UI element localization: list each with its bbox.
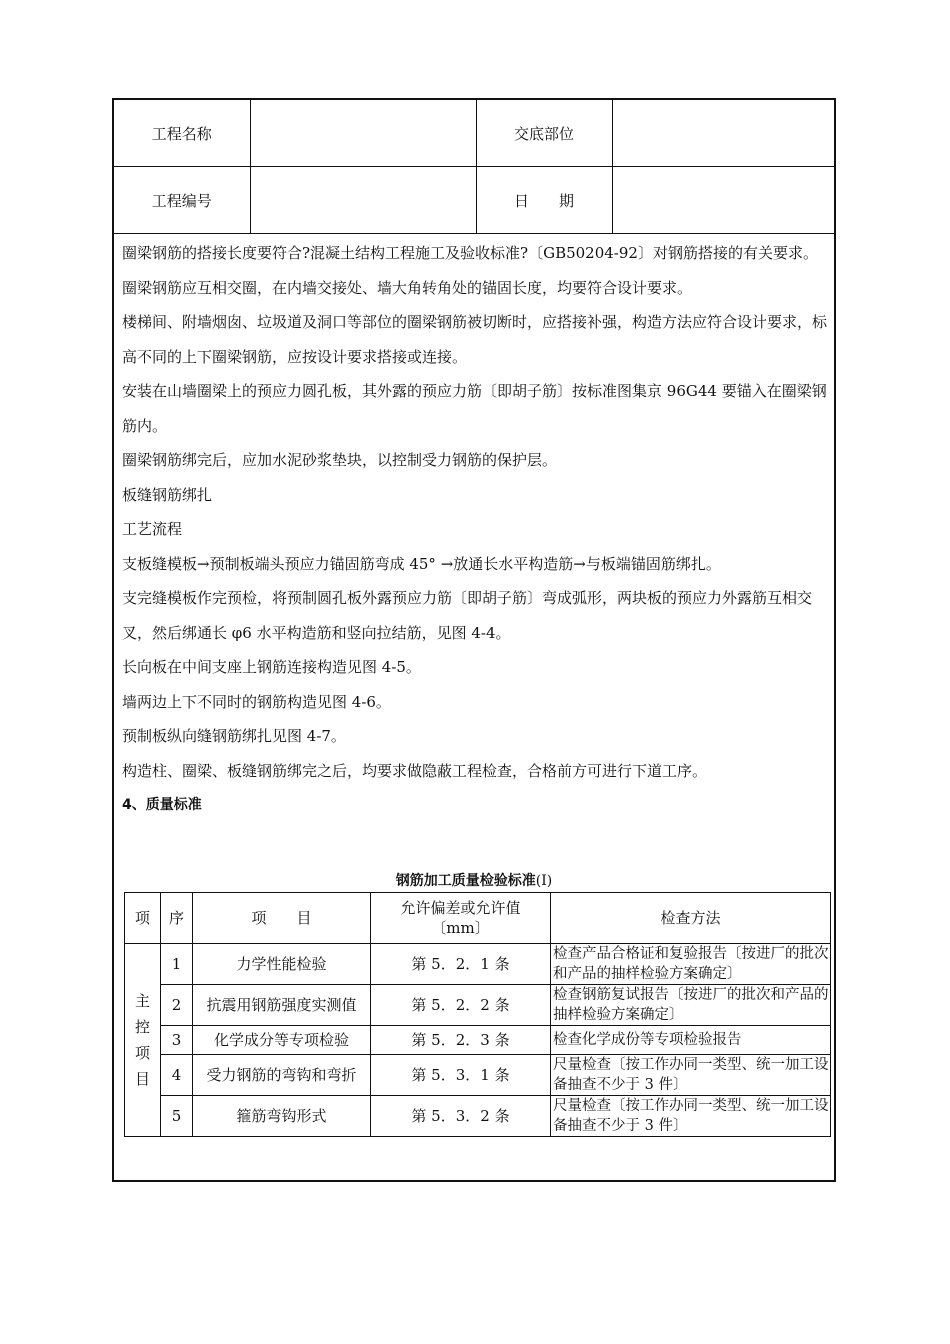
paragraph: 支板缝模板→预制板端头预应力锚固筋弯成 45° →放通长水平构造筋→与板端锚固筋绑扎。 <box>122 554 721 573</box>
date-value <box>612 167 834 234</box>
row-item: 力学性能检验 <box>193 944 371 985</box>
header-item: 项 目 <box>193 893 371 944</box>
paragraph: 板缝钢筋绑扎 <box>122 485 213 504</box>
row-method: 检查钢筋复试报告〔按进厂的批次和产品的抽样检验方案确定〕 <box>551 985 831 1026</box>
header-tolerance: 允许偏差或允许值〔mm〕 <box>371 893 551 944</box>
row-item: 受力钢筋的弯钩和弯折 <box>193 1055 371 1096</box>
table-header-row <box>125 893 831 944</box>
category-cell: 主控项目 <box>125 944 161 1137</box>
document-frame <box>112 98 836 1182</box>
project-info-table <box>114 100 834 234</box>
paragraph: 工艺流程 <box>122 520 183 538</box>
row-method: 尺量检查〔按工作办同一类型、统一加工设备抽查不少于 3 件〕 <box>551 1055 831 1096</box>
table-row <box>125 1055 831 1096</box>
table-row <box>125 1096 831 1137</box>
paragraph: 构造柱、圈梁、板缝钢筋绑完之后，均要求做隐蔽工程检查，合格前方可进行下道工序。 <box>122 761 708 780</box>
project-name-value <box>250 100 476 167</box>
paragraph: 长向板在中间支座上钢筋连接构造见图 4-5。 <box>122 658 421 676</box>
location-label: 交底部位 <box>476 100 612 167</box>
row-value: 第 5．3．2 条 <box>371 1096 551 1137</box>
row-no: 3 <box>161 1026 193 1055</box>
row-method: 尺量检查〔按工作办同一类型、统一加工设备抽查不少于 3 件〕 <box>551 1096 831 1137</box>
location-value <box>612 100 834 167</box>
project-no-value <box>250 167 476 234</box>
row-value: 第 5．2．2 条 <box>371 985 551 1026</box>
row-method: 检查化学成份等专项检验报告 <box>551 1026 831 1055</box>
row-item: 抗震用钢筋强度实测值 <box>193 985 371 1026</box>
paragraph: 安装在山墙圈梁上的预应力圆孔板，其外露的预应力筋〔即胡子筋〕按标准图集京 96G44 要锚入在圈梁钢筋内。 <box>122 382 827 435</box>
row-no: 5 <box>161 1096 193 1137</box>
header-category: 项 <box>125 893 161 944</box>
paragraph: 圈梁钢筋应互相交圈，在内墙交接处、墙大角转角处的锚固长度，均要符合设计要求。 <box>122 278 693 297</box>
quality-standard-table <box>124 892 831 1137</box>
paragraph: 支完缝模板作完预检，将预制圆孔板外露预应力筋〔即胡子筋〕弯成弧形，两块板的预应力外露筋互相交叉，然后绑通长 φ6 水平构造筋和竖向拉结筋，见图 4-4。 <box>122 589 813 642</box>
date-label: 日 期 <box>476 167 612 234</box>
instructions-body <box>122 236 834 823</box>
table-row <box>125 944 831 985</box>
table-caption <box>114 870 834 890</box>
project-no-label: 工程编号 <box>114 167 250 234</box>
header-method: 检查方法 <box>551 893 831 944</box>
row-value: 第 5．2．3 条 <box>371 1026 551 1055</box>
row-no: 4 <box>161 1055 193 1096</box>
header-seq: 序 <box>161 893 193 944</box>
paragraph: 圈梁钢筋绑完后，应加水泥砂浆垫块，以控制受力钢筋的保护层。 <box>122 451 558 469</box>
paragraph: 楼梯间、附墙烟囱、垃圾道及洞口等部位的圈梁钢筋被切断时，应搭接补强，构造方法应符合设计要求，标高不同的上下圈梁钢筋，应按设计要求搭接或连接。 <box>122 313 828 366</box>
row-no: 1 <box>161 944 193 985</box>
table-row <box>125 1026 831 1055</box>
table-caption-title: 钢筋加工质量检验标准 <box>395 873 536 889</box>
row-item: 箍筋弯钩形式 <box>193 1096 371 1137</box>
row-method: 检查产品合格证和复验报告〔按进厂的批次和产品的抽样检验方案确定〕 <box>551 944 831 985</box>
section-title: 4、质量标准 <box>122 797 202 813</box>
table-row <box>125 985 831 1026</box>
table-caption-suffix: (I) <box>535 873 553 889</box>
row-value: 第 5．2．1 条 <box>371 944 551 985</box>
paragraph: 墙两边上下不同时的钢筋构造见图 4-6。 <box>122 692 391 711</box>
paragraph: 圈梁钢筋的搭接长度要符合?混凝土结构工程施工及验收标准?〔GB50204-92〕对钢筋搭接的有关要求。 <box>122 244 818 262</box>
row-no: 2 <box>161 985 193 1026</box>
project-name-label: 工程名称 <box>114 100 250 167</box>
paragraph: 预制板纵向缝钢筋绑扎见图 4-7。 <box>122 727 346 745</box>
row-item: 化学成分等专项检验 <box>193 1026 371 1055</box>
row-value: 第 5．3．1 条 <box>371 1055 551 1096</box>
